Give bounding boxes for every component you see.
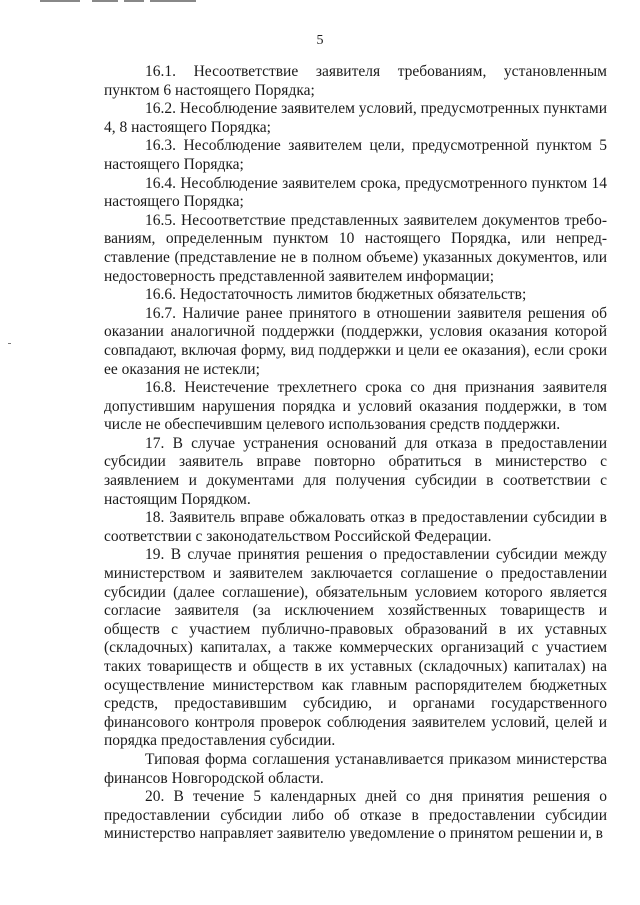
paragraph-typical-form: Типовая форма соглашения устанавливается приказом министерства финансов Новгородской области. bbox=[104, 750, 607, 787]
paragraph-17: 17. В случае устранения оснований для отказа в предоставлении субсидии заявитель вправе повторно обратиться в министерство с заявлением и документами для получения субсидии в соответствии с настоящим Порядком. bbox=[104, 434, 607, 508]
paragraph-19: 19. В случае принятия решения о предоставлении субсидии между министерством и заявителем заключается соглашение о предоставлении субсидии (далее соглашение), обязательным условием которого является согласие заявителя (за исключением хозяйственных товариществ и обществ с участием публично-правовых образований в их уставных (складочных) капиталах, а также коммерческих организаций с участием таких товариществ и обществ в их уставных (складочных) капиталах) на осуществление министерством как главным распорядителем бюджетных средств, предоставившим субсидию, и органами государственного финансового контроля проверок соблюдения заявителем условий, целей и порядка предоставления субсидии. bbox=[104, 546, 607, 750]
paragraph-16-2: 16.2. Несоблюдение заявителем условий, предусмотренных пунктами 4, 8 настоящего Порядка; bbox=[104, 100, 607, 136]
paragraph-16-8: 16.8. Неистечение трехлетнего срока со дня признания заявителя допустившим нарушения порядка и условий оказания поддержки, в том числе не обеспечившим целевого использования средств поддержки. bbox=[104, 379, 607, 434]
paragraph-16-6: 16.6. Недостаточность лимитов бюджетных обязательств; bbox=[145, 286, 527, 304]
paragraph-16-4: 16.4. Несоблюдение заявителем срока, предусмотренного пунктом 14 настоящего Порядка; bbox=[104, 174, 607, 211]
scan-artifact-dot bbox=[8, 343, 11, 344]
paragraph-16-3: 16.3. Несоблюдение заявителем цели, предусмотренной пунктом 5 настоящего Порядка; bbox=[104, 137, 607, 173]
page-number: 5 bbox=[316, 33, 324, 48]
paragraph-20: 20. В течение 5 календарных дней со дня принятия решения о предоставлении субсидии либо об отказе в предоставлении субсидии министерство направляет заявителю уведомление о принятом решении и, в bbox=[104, 788, 607, 843]
paragraph-16-1: 16.1. Несоответствие заявителя требованиям, установленным пунктом 6 настоящего Порядка; bbox=[104, 63, 607, 99]
paragraph-18: 18. Заявитель вправе обжаловать отказ в предоставлении субсидии в соответствии с законодательством Российской Федерации. bbox=[104, 509, 607, 545]
paragraph-16-7: 16.7. Наличие ранее принятого в отношении заявителя решения об оказании аналогичной поддержки (поддержки, условия оказания которой совпадают, включая форму, вид поддержки и цели ее оказания), если сроки ее оказания не истекли; bbox=[104, 304, 607, 378]
paragraph-16-5: 16.5. Несоответствие представленных заявителем документов требованиям, определенным пунктом 10 настоящего Порядка, или непредставление (представление не в полном объеме) указанных документов, или недостоверность представленной заявителем информации; bbox=[104, 211, 607, 285]
document-body bbox=[104, 63, 607, 844]
scan-artifact-marks bbox=[40, 0, 200, 3]
